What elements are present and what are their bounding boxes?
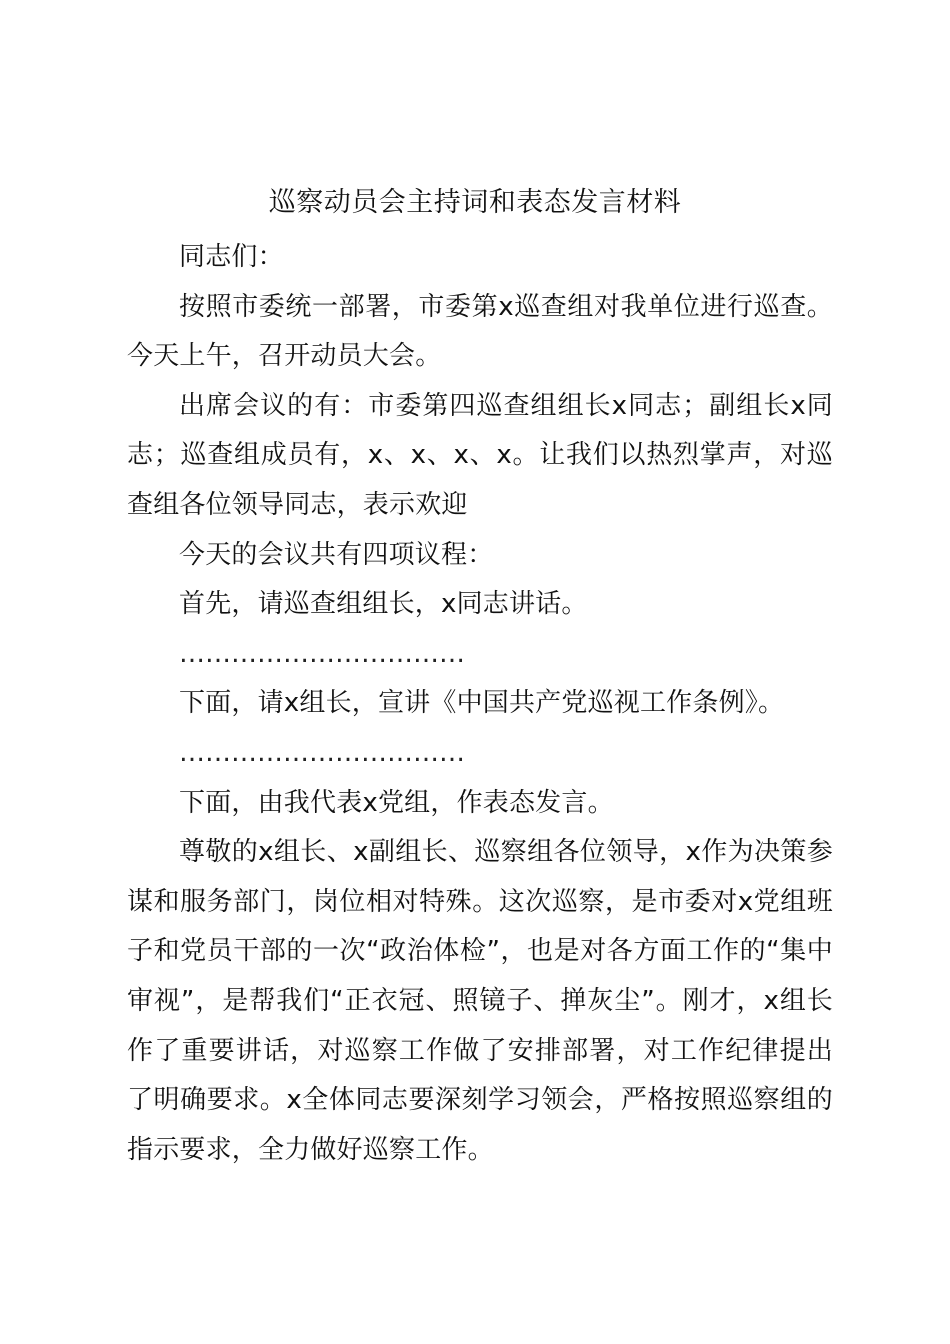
ellipsis-separator: …………………………… (179, 638, 465, 669)
body-paragraph: 尊敬的x组长、x副组长、巡察组各位领导，x作为决策参谋和服务部门，岗位相对特殊。这次巡察，是市委对x党组班子和党员干部的一次“政治体检”，也是对各方面工作的“集中审视”，是帮我们“正衣冠、照镜子、掸灰尘”。刚才，x组长作了重要讲话，对巡察工作做了安排部署，对工作纪律提出了明确要求。x全体同志要深刻学习领会，严格按照巡察组的指示要求，全力做好巡察工作。 (127, 837, 833, 1165)
body-paragraph: 出席会议的有：市委第四巡查组组长x同志；副组长x同志；巡查组成员有，x、x、x、x。让我们以热烈掌声，对巡查组各位领导同志，表示欢迎 (127, 390, 833, 520)
ellipsis-separator: …………………………… (179, 737, 465, 768)
document-title: 巡察动员会主持词和表态发言材料 (268, 187, 682, 218)
salutation-paragraph: 同志们： (179, 242, 284, 272)
body-paragraph: 按照市委统一部署，市委第x巡查组对我单位进行巡查。今天上午，召开动员大会。 (127, 291, 833, 372)
body-paragraph: 今天的会议共有四项议程： (179, 539, 494, 570)
body-paragraph: 下面，请x组长，宣讲《中国共产党巡视工作条例》。 (179, 688, 785, 719)
document-body (127, 233, 833, 1175)
body-paragraph: 首先，请巡查组组长，x同志讲话。 (179, 589, 588, 620)
body-paragraph: 下面，由我代表x党组，作表态发言。 (179, 787, 614, 818)
